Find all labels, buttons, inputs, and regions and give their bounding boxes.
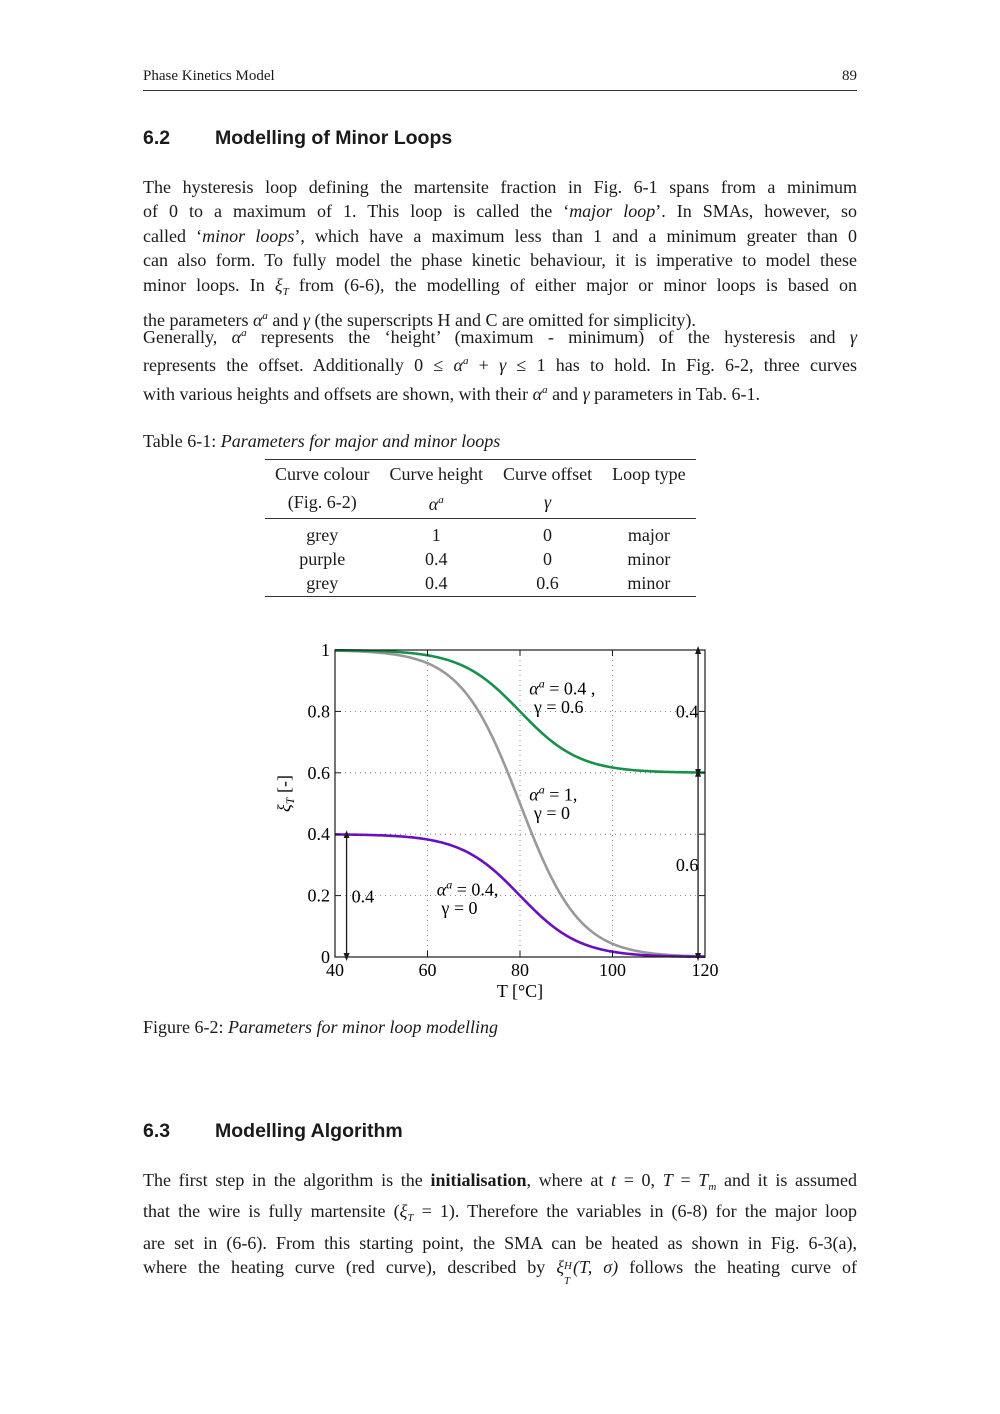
table-row xyxy=(265,547,696,571)
section-number: 6.2 xyxy=(143,127,171,149)
x-tick-label: 60 xyxy=(418,960,437,980)
text-line: the parameters $\alpha^a$ and γ (the superscripts H and C are omitted for simplicity). xyxy=(143,310,696,331)
annotation-arrows xyxy=(347,650,699,957)
x-tick-label: 40 xyxy=(326,960,344,980)
annotation-grey-curve xyxy=(529,782,577,822)
cell-height: 1 xyxy=(431,525,441,545)
arrow-label-height-offset-curve: 0.4 xyxy=(675,701,699,722)
text-line: minor loops. In $\xi_T$ from (6-6), the modelling of either major or minor loops is based on xyxy=(143,274,857,298)
annotation-purple-curve xyxy=(437,878,499,918)
y-tick-label: 0.2 xyxy=(307,885,330,906)
arrow-label-height-minor-loop: 0.4 xyxy=(351,886,375,907)
y-tick-label: 1 xyxy=(321,640,330,660)
parameters-table xyxy=(265,459,696,597)
text-line: can also form. To fully model the phase kinetic behaviour, it is imperative to model these xyxy=(143,250,857,271)
cell-colour: purple xyxy=(299,549,346,569)
annotation-green-curve xyxy=(529,677,595,717)
table-header-row xyxy=(265,460,696,487)
section-heading-6-2 xyxy=(143,127,452,150)
cell-colour: grey xyxy=(306,525,339,545)
col-header-offset: Curve offset xyxy=(502,464,593,484)
text-line: The hysteresis loop defining the martensite fraction in Fig. 6-1 spans from a minimum xyxy=(143,177,857,197)
cell-offset: 0 xyxy=(543,525,553,545)
x-tick-label: 100 xyxy=(599,960,626,980)
section-title: Modelling Algorithm xyxy=(215,1120,403,1142)
y-tick-label: 0.6 xyxy=(307,762,330,783)
paragraph-minor-loops-1 xyxy=(143,175,857,332)
x-axis-label: T [°C] xyxy=(496,981,544,1001)
x-tick-label: 80 xyxy=(511,960,529,980)
svg-text:αa = 0.4,: $\alpha^a = 0.4$, xyxy=(436,877,499,900)
svg-text:γ = 0.6: γ = 0.6 xyxy=(533,696,584,717)
cell-height: 0.4 xyxy=(424,549,448,569)
axis-ticks xyxy=(308,640,719,980)
cell-type: minor xyxy=(627,549,671,569)
cell-type: minor xyxy=(627,573,671,593)
text-line: where the heating curve (red curve), described by ξ H T (T, σ) follows the heating curve of xyxy=(143,1257,858,1288)
section-heading-6-3 xyxy=(143,1120,403,1143)
paragraph-algorithm xyxy=(143,1168,858,1288)
paragraph-minor-loops-2 xyxy=(143,321,857,406)
svg-text:γ = 0: γ = 0 xyxy=(533,802,570,823)
figure-caption: Figure 6-2: Parameters for minor loop modelling xyxy=(143,1017,498,1037)
page-number: 89 xyxy=(842,68,857,84)
table-header-row-2 xyxy=(265,486,696,519)
y-tick-label: 0.8 xyxy=(307,701,330,722)
col-header-offset-symbol: γ xyxy=(493,486,602,519)
header-title: Phase Kinetics Model xyxy=(143,68,275,84)
cell-offset: 0 xyxy=(543,549,553,569)
cell-type: major xyxy=(627,525,670,545)
text-line: of 0 to a maximum of 1. This loop is called the ‘major loop’. In SMAs, however, so xyxy=(143,201,857,222)
table-caption: Table 6-1: Parameters for major and minor loops xyxy=(143,431,501,451)
text-line: Generally, $\alpha^a$ represents the ‘height’ (maximum - minimum) of the hysteresis and γ xyxy=(143,327,857,347)
col-header-colour-ref: (Fig. 6-2) xyxy=(265,486,379,519)
running-header xyxy=(143,68,857,91)
col-header-height-symbol: $\alpha^a$ xyxy=(379,486,492,519)
col-header-empty xyxy=(602,486,696,519)
text-line: The first step in the algorithm is the initialisation, where at t = 0, $T = T_m$ and it is assumed xyxy=(143,1170,857,1193)
arrow-label-offset: 0.6 xyxy=(675,854,699,875)
text-line: with various heights and offsets are shown, with their $\alpha^a$ and γ parameters in Tab. 6-1. xyxy=(143,383,761,404)
svg-text:αa = 0.4 ,: $\alpha^a = 0.4$ , xyxy=(529,676,596,699)
section-number: 6.3 xyxy=(143,1120,171,1142)
col-header-type: Loop type xyxy=(612,464,686,484)
svg-text:γ = 0: γ = 0 xyxy=(441,898,478,919)
cell-offset: 0.6 xyxy=(536,573,559,593)
text-line: are set in (6-6). From this starting point, the SMA can be heated as shown in Fig. 6-3(a), xyxy=(143,1232,857,1253)
y-tick-label: 0.4 xyxy=(307,824,330,845)
section-title: Modelling of Minor Loops xyxy=(215,127,453,149)
minor-loop-chart xyxy=(143,630,763,1010)
cell-colour: grey xyxy=(306,573,339,593)
x-tick-label: 120 xyxy=(691,960,719,980)
text-line: that the wire is fully martensite $(\xi_T = 1)$. Therefore the variables in (6-8) for the major loop xyxy=(143,1201,857,1225)
cell-height: 0.4 xyxy=(424,573,448,593)
col-header-colour: Curve colour xyxy=(275,464,370,484)
y-tick-label: 0 xyxy=(321,947,330,967)
text-line: represents the offset. Additionally $0 \le \alpha^a + \gamma \le 1$ has to hold. In Fig. 6-2, three curves xyxy=(143,355,857,376)
y-axis-label: $\xi_T$ [-] xyxy=(274,775,297,812)
table-row xyxy=(265,519,696,548)
svg-text:αa = 1,: $\alpha^a = 1$, xyxy=(529,782,578,805)
text-line: called ‘minor loops’, which have a maximum less than 1 and a minimum greater than 0 xyxy=(143,225,857,246)
col-header-height: Curve height xyxy=(389,464,483,484)
table-row xyxy=(265,571,696,597)
